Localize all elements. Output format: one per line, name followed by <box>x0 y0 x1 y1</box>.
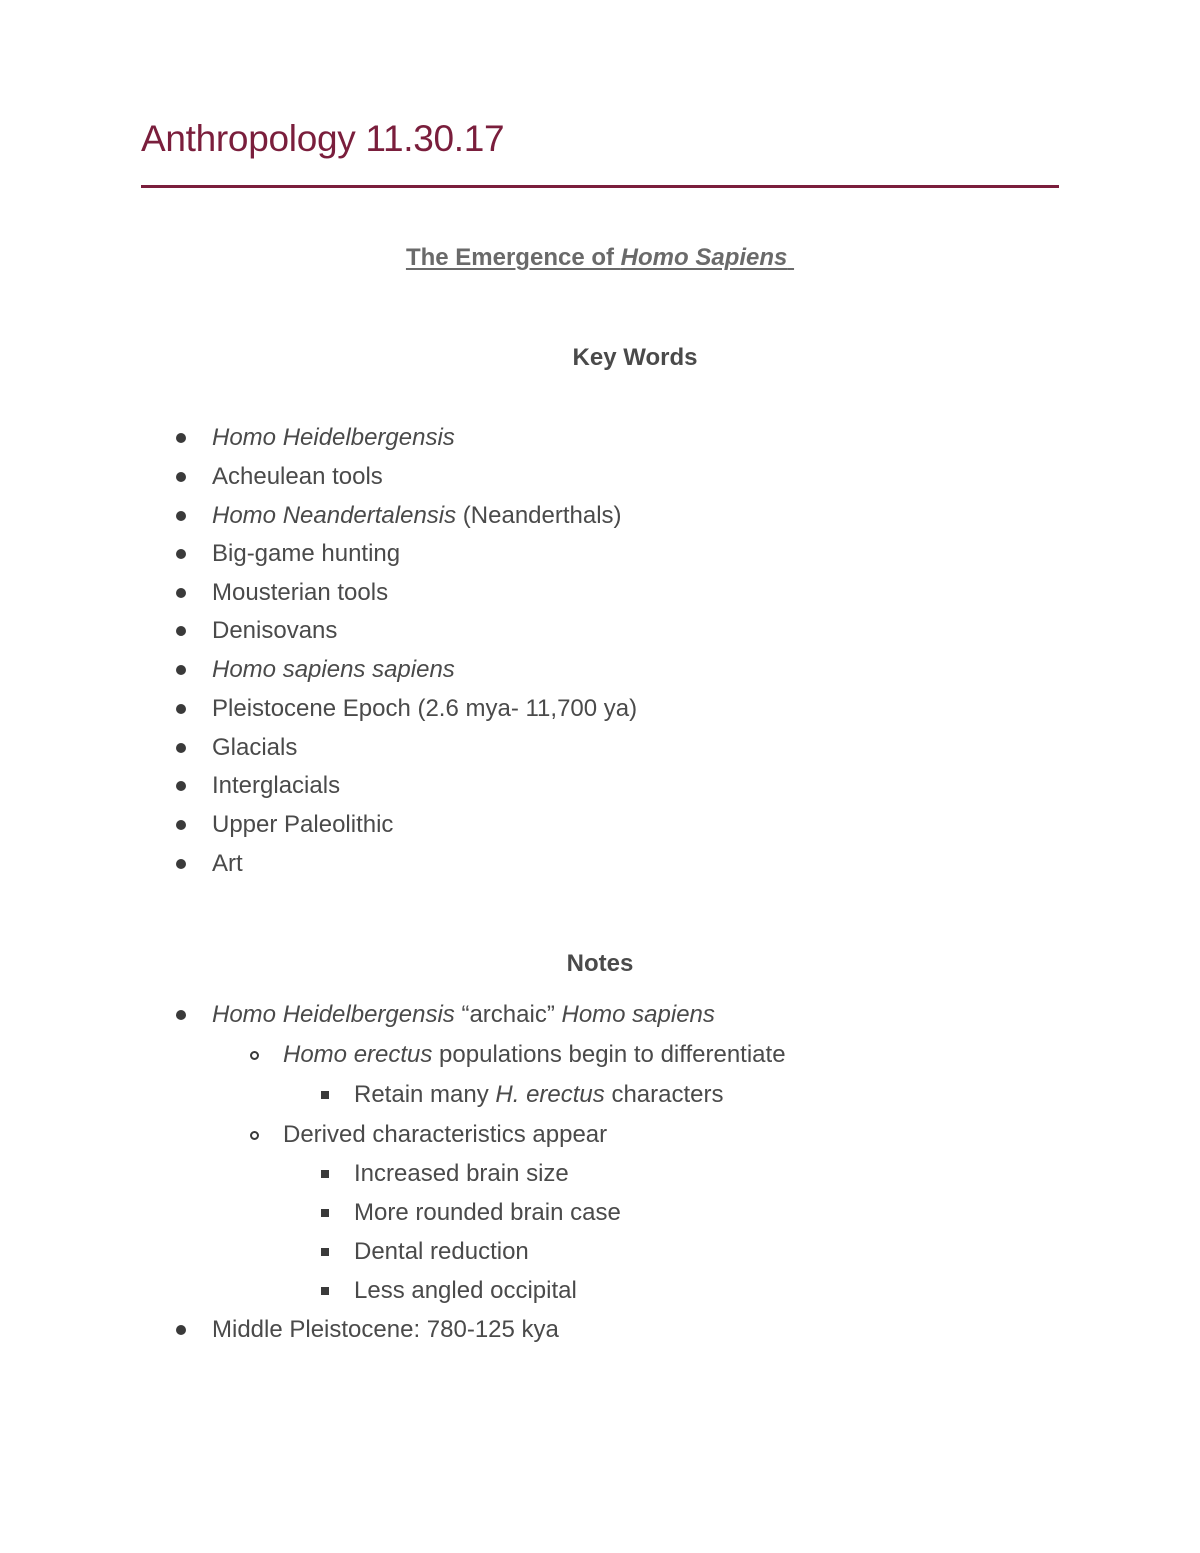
bullet-icon <box>176 1010 186 1020</box>
bullet-icon <box>176 1325 186 1335</box>
key-words-heading: Key Words <box>572 344 698 371</box>
bullet-icon <box>176 781 186 791</box>
note-subsubitem: Less angled occipital <box>354 1277 577 1304</box>
note-subsubitem: More rounded brain case <box>354 1199 621 1226</box>
sub-sub-bullet-icon <box>321 1091 329 1099</box>
key-word-item: Upper Paleolithic <box>212 811 394 838</box>
bullet-icon <box>176 820 186 830</box>
key-word-item: Homo Heidelbergensis <box>212 424 455 451</box>
key-word-item: Interglacials <box>212 772 341 799</box>
document-subtitle <box>0 244 1200 272</box>
key-word-item: Art <box>212 850 243 877</box>
note-subsubitem: Retain many H. erectus characters <box>354 1081 724 1108</box>
key-word-item: Homo Neandertalensis (Neanderthals) <box>212 502 622 529</box>
note-subsubitem: Increased brain size <box>354 1160 569 1187</box>
sub-sub-bullet-icon <box>321 1209 329 1217</box>
bullet-icon <box>176 859 186 869</box>
subtitle-prefix: The Emergence of <box>405 244 621 271</box>
note-subsubitem: Dental reduction <box>354 1238 529 1265</box>
bullet-icon <box>176 511 186 521</box>
bullet-icon <box>176 588 186 598</box>
key-word-item: Homo sapiens sapiens <box>212 656 455 683</box>
bullet-icon <box>176 626 186 636</box>
bullet-icon <box>176 743 186 753</box>
page-title: Anthropology 11.30.17 <box>141 118 505 159</box>
bullet-icon <box>176 704 186 714</box>
note-subitem: Homo erectus populations begin to differentiate <box>283 1041 786 1068</box>
sub-bullet-icon <box>250 1051 259 1060</box>
subtitle-italic: Homo Sapiens <box>620 244 788 271</box>
key-word-item: Glacials <box>212 734 298 761</box>
key-word-item: Mousterian tools <box>212 579 389 606</box>
bullet-icon <box>176 433 186 443</box>
title-divider <box>141 185 1059 188</box>
sub-bullet-icon <box>250 1131 259 1140</box>
sub-sub-bullet-icon <box>321 1248 329 1256</box>
note-subitem: Derived characteristics appear <box>283 1121 608 1148</box>
sub-sub-bullet-icon <box>321 1287 329 1295</box>
note-item: Middle Pleistocene: 780-125 kya <box>212 1316 559 1343</box>
key-word-item: Acheulean tools <box>212 463 383 490</box>
note-item: Homo Heidelbergensis “archaic” Homo sapiens <box>212 1001 715 1028</box>
sub-sub-bullet-icon <box>321 1170 329 1178</box>
bullet-icon <box>176 549 186 559</box>
bullet-icon <box>176 472 186 482</box>
key-word-item: Pleistocene Epoch (2.6 mya- 11,700 ya) <box>212 695 638 722</box>
key-word-item: Denisovans <box>212 617 338 644</box>
notes-heading: Notes <box>566 950 634 977</box>
bullet-icon <box>176 665 186 675</box>
key-word-item: Big-game hunting <box>212 540 401 567</box>
